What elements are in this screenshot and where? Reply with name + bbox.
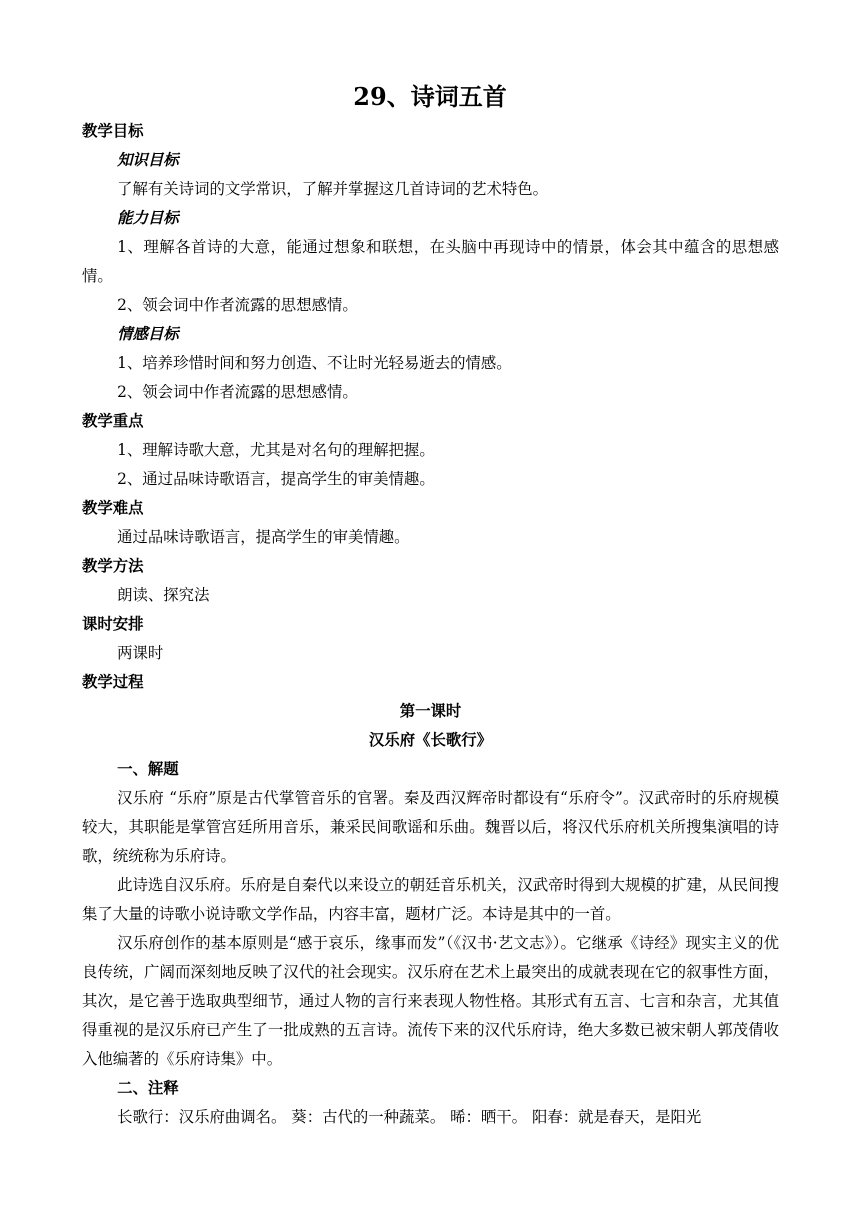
method-text: 朗读、探究法 [117,586,210,604]
part2-heading: 二、注释 [117,1079,179,1097]
part2-paragraph-1: 长歌行：汉乐府曲调名。 葵：古代的一种蔬菜。 晞：晒干。 阳春：就是春天，是阳光 [117,1108,702,1126]
emotion-heading: 情感目标 [117,325,179,343]
poem-title: 汉乐府《长歌行》 [368,731,493,749]
ability-item-2: 2、领会词中作者流露的思想感情。 [117,296,358,314]
method-heading: 教学方法 [82,557,144,575]
document-body [82,117,779,1132]
emotion-item-1: 1、培养珍惜时间和努力创造、不让时光轻易逝去的情感。 [117,354,512,372]
process-heading: 教学过程 [82,673,144,691]
key-point-1: 1、理解诗歌大意，尤其是对名句的理解把握。 [117,441,435,459]
knowledge-text: 了解有关诗词的文学常识，了解并掌握这几首诗词的艺术特色。 [117,180,549,198]
document-title: 29、诗词五首 [353,82,507,111]
ability-item-1: 1、理解各首诗的大意，能通过想象和联想，在头脑中再现诗中的情景，体会其中蕴含的思想感情。 [82,238,779,285]
knowledge-heading: 知识目标 [117,151,179,169]
part1-paragraph-1: 汉乐府 “乐府”原是古代掌管音乐的官署。秦及西汉辉帝时都设有“乐府令”。汉武帝时的乐府规模较大，其职能是掌管宫廷所用音乐，兼采民间歌谣和乐曲。魏晋以后，将汉代乐府机关所搜集演唱的诗歌，统统称为乐府诗。 [82,789,779,865]
part1-heading: 一、解题 [117,760,179,778]
emotion-item-2: 2、领会词中作者流露的思想感情。 [117,383,358,401]
schedule-heading: 课时安排 [82,615,144,633]
part1-paragraph-2: 此诗选自汉乐府。乐府是自秦代以来设立的朝廷音乐机关，汉武帝时得到大规模的扩建，从民间搜集了大量的诗歌小说诗歌文学作品，内容丰富，题材广泛。本诗是其中的一首。 [82,876,779,923]
ability-heading: 能力目标 [117,209,179,227]
difficulty-text: 通过品味诗歌语言，提高学生的审美情趣。 [117,528,410,546]
key-points-heading: 教学重点 [82,412,144,430]
lesson-title: 第一课时 [399,702,462,720]
difficulty-heading: 教学难点 [82,499,144,517]
key-point-2: 2、通过品味诗歌语言，提高学生的审美情趣。 [117,470,435,488]
goals-heading: 教学目标 [82,122,144,140]
schedule-text: 两课时 [117,644,164,662]
part1-paragraph-3: 汉乐府创作的基本原则是“感于哀乐，缘事而发”（《汉书·艺文志》）。它继承《诗经》现实主义的优良传统，广阔而深刻地反映了汉代的社会现实。汉乐府在艺术上最突出的成就表现在它的叙事性方面，其次，是它善于选取典型细节，通过人物的言行来表现人物性格。其形式有五言、七言和杂言，尤其值得重视的是汉乐府已产生了一批成熟的五言诗。流传下来的汉代乐府诗，绝大多数已被宋朝人郭茂倩收入他编著的《乐府诗集》中。 [82,934,779,1068]
